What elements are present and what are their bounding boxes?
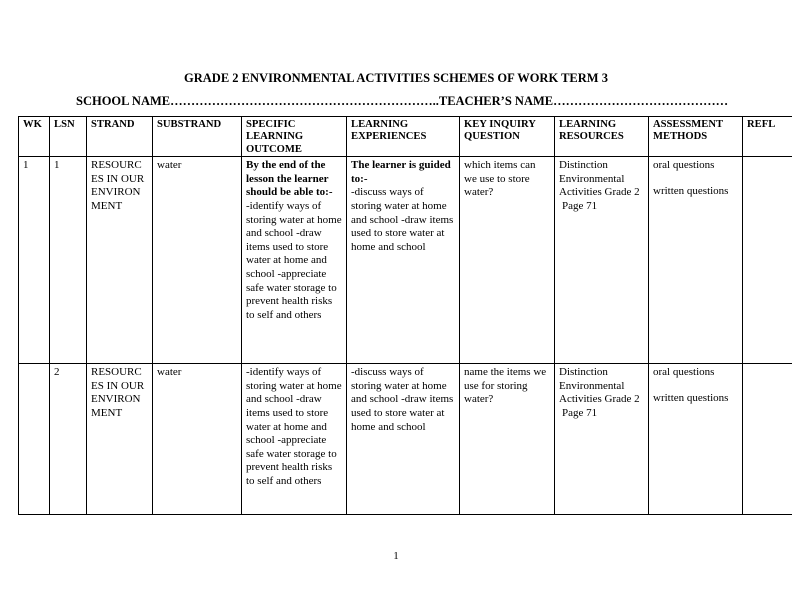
outcome-text: -identify ways of storing water at home and school -draw items used to store water at home and school -appreciate safe water storage to prevent health risks to self and others	[246, 366, 342, 487]
cell-resources	[555, 157, 649, 364]
cell-wk: 1	[19, 157, 50, 364]
header-assessment: ASSESSMENT METHODS	[649, 117, 743, 157]
header-substrand: SUBSTRAND	[153, 117, 242, 157]
cell-reflection	[743, 364, 792, 515]
cell-question: name the items we use for storing water?	[460, 364, 555, 515]
cell-assessment	[649, 364, 743, 515]
page-number: 1	[393, 550, 399, 562]
resources-text: Distinction Environmental Activities Grade 2	[559, 159, 640, 199]
experiences-text: -discuss ways of storing water at home and school -draw items used to store water at home and school	[351, 366, 454, 433]
cell-substrand: water	[153, 157, 242, 364]
outcome-text: -identify ways of storing water at home and school -draw items used to store water at home and school -appreciate safe water storage to prevent health risks to self and others	[246, 200, 342, 321]
header-outcome: SPECIFIC LEARNING OUTCOME	[242, 117, 347, 157]
document-title: GRADE 2 ENVIRONMENTAL ACTIVITIES SCHEMES OF WORK TERM 3	[184, 71, 608, 85]
header-wk: WK	[19, 117, 50, 157]
table-header-row	[19, 117, 792, 157]
cell-outcome	[242, 364, 347, 515]
table-row	[19, 157, 792, 364]
scheme-of-work-table	[18, 116, 792, 515]
cell-substrand: water	[153, 364, 242, 515]
resources-page: Page 71	[562, 407, 598, 419]
cell-wk	[19, 364, 50, 515]
cell-experiences	[347, 157, 460, 364]
resources-page: Page 71	[562, 200, 598, 212]
header-strand: STRAND	[87, 117, 153, 157]
cell-lsn: 2	[50, 364, 87, 515]
experiences-intro: The learner is guided to:-	[351, 159, 451, 185]
cell-lsn: 1	[50, 157, 87, 364]
cell-reflection	[743, 157, 792, 364]
table-row	[19, 364, 792, 515]
assessment-oral: oral questions	[653, 366, 715, 379]
header-reflection: REFL	[743, 117, 792, 157]
outcome-intro: By the end of the lesson the learner should be able to:-	[246, 159, 333, 199]
cell-outcome	[242, 157, 347, 364]
school-teacher-line: SCHOOL NAME………………………………………………………..TEACHER’S NAME……………………………………	[76, 94, 729, 108]
header-experiences: LEARNING EXPERIENCES	[347, 117, 460, 157]
cell-assessment	[649, 157, 743, 364]
cell-question: which items can we use to store water?	[460, 157, 555, 364]
cell-strand: RESOURCES IN OUR ENVIRONMENT	[87, 157, 153, 364]
assessment-written: written questions	[653, 184, 729, 197]
header-lsn: LSN	[50, 117, 87, 157]
cell-resources	[555, 364, 649, 515]
cell-strand: RESOURCES IN OUR ENVIRONMENT	[87, 364, 153, 515]
resources-text: Distinction Environmental Activities Grade 2	[559, 366, 640, 406]
assessment-written: written questions	[653, 391, 729, 404]
experiences-text: -discuss ways of storing water at home and school -draw items used to store water at home and school	[351, 186, 454, 253]
header-question: KEY INQUIRY QUESTION	[460, 117, 555, 157]
cell-experiences	[347, 364, 460, 515]
header-resources: LEARNING RESOURCES	[555, 117, 649, 157]
assessment-oral: oral questions	[653, 159, 715, 172]
